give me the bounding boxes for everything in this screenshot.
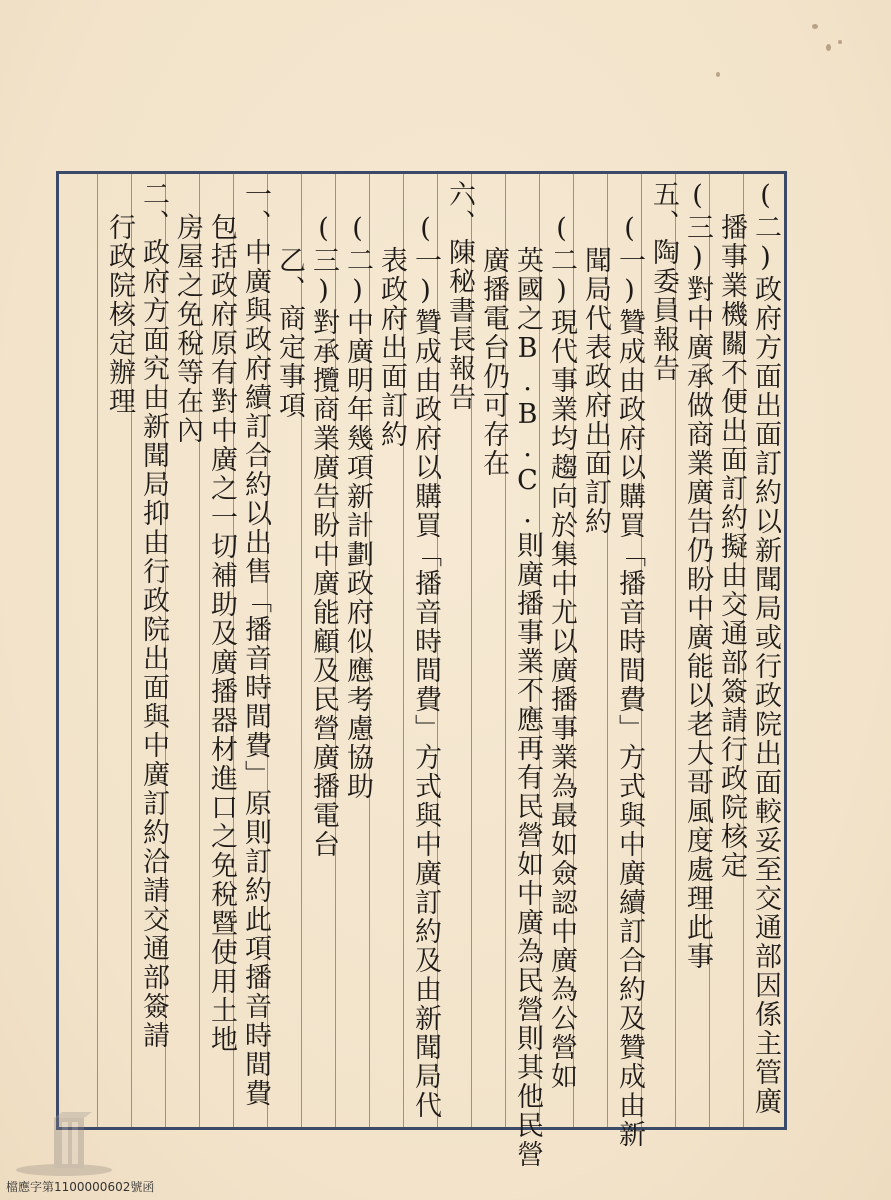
text-column: 包括政府原有對中廣之一切補助及廣播器材進口之免稅暨使用土地 bbox=[206, 213, 237, 1054]
text-column: 聞局代表政府出面訂約 bbox=[580, 246, 611, 536]
text-column: 行政院核定辦理 bbox=[104, 213, 135, 416]
text-column: (三)對承攬商業廣告盼中廣能顧及民營廣播電台 bbox=[308, 213, 339, 859]
stain-mark bbox=[812, 24, 818, 29]
stain-mark bbox=[826, 44, 831, 51]
text-column: 一、中廣與政府續訂合約以出售「播音時間費」原則訂約此項播音時間費 bbox=[240, 180, 271, 1108]
text-column: 房屋之免稅等在內 bbox=[172, 213, 203, 445]
text-column: 英國之B.B.C.則廣播事業不應再有民營如中廣為民營則其他民營 bbox=[512, 246, 543, 1169]
archive-logo-icon bbox=[14, 1108, 114, 1178]
text-column: 廣播電台仍可存在 bbox=[478, 246, 509, 478]
text-column: (一)贊成由政府以購買「播音時間費」方式與中廣續訂合約及贊成由新 bbox=[614, 213, 645, 1149]
text-column: 六、陳秘書長報告 bbox=[444, 180, 475, 412]
text-column: 表政府出面訂約 bbox=[376, 246, 407, 449]
text-column: 二、政府方面究由新聞局抑由行政院出面與中廣訂約洽請交通部簽請 bbox=[138, 180, 169, 1050]
text-column: (三)對中廣承做商業廣告仍盼中廣能以老大哥風度處理此事 bbox=[682, 180, 713, 971]
text-column: (二)政府方面出面訂約以新聞局或行政院出面較妥至交通部因係主管廣 bbox=[750, 180, 781, 1116]
text-column: (二)中廣明年幾項新計劃政府似應考慮協助 bbox=[342, 213, 373, 801]
archive-reference: 檔應字第1100000602號函 bbox=[6, 1180, 155, 1194]
text-column: 五、陶委員報告 bbox=[648, 180, 679, 383]
text-column: (一)贊成由政府以購買「播音時間費」方式與中廣訂約及由新聞局代 bbox=[410, 213, 441, 1120]
text-column: 播事業機關不便出面訂約擬由交通部簽請行政院核定 bbox=[716, 213, 747, 880]
stain-mark bbox=[838, 40, 842, 44]
stain-mark bbox=[716, 72, 720, 77]
text-column: 乙、商定事項 bbox=[274, 246, 305, 420]
column-rule bbox=[97, 174, 98, 1127]
text-column: (二)現代事業均趨向於集中尤以廣播事業為最如僉認中廣為公營如 bbox=[546, 213, 577, 1091]
